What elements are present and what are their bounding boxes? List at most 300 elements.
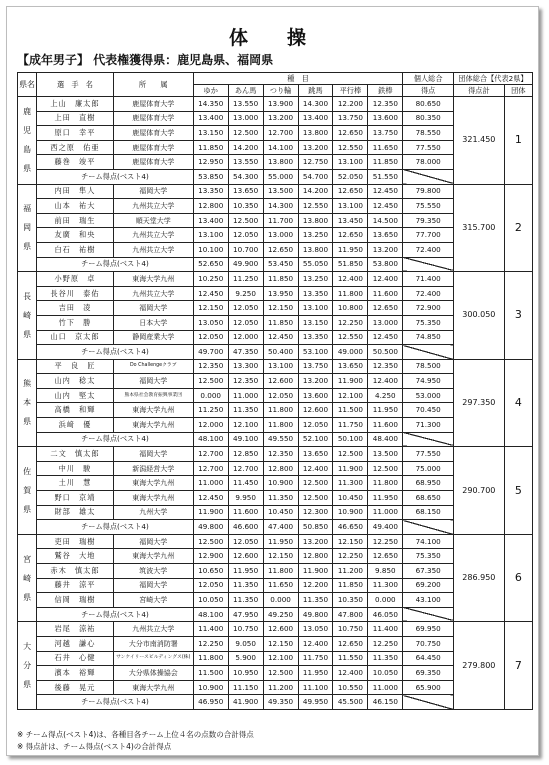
individual-total: 68.950 [403,476,454,491]
header-affiliation: 所 属 [113,73,193,97]
event-score: 0.000 [263,593,298,608]
event-score: 13.500 [368,447,403,462]
event-score: 12.900 [193,549,228,564]
player-affiliation: 九州大学 [113,505,193,520]
event-score: 12.650 [263,242,298,257]
event-score: 10.800 [333,301,368,316]
event-score: 5.900 [228,651,263,666]
event-score: 12.500 [228,213,263,228]
event-score: 12.050 [228,301,263,316]
event-score: 11.950 [368,491,403,506]
event-score: 10.550 [333,680,368,695]
event-score: 12.550 [333,140,368,155]
individual-total: 77.550 [403,140,454,155]
player-name: 内田 隼人 [37,184,114,199]
team-grand-total: 297.350 [454,359,505,447]
player-name: 上山 廉太郎 [37,97,114,112]
player-affiliation: 静岡産業大学 [113,330,193,345]
individual-total: 68.150 [403,505,454,520]
event-score: 11.000 [368,505,403,520]
prefecture-char: 児 [23,126,32,136]
individual-total: 77.550 [403,447,454,462]
individual-total: 67.350 [403,564,454,579]
player-affiliation: 九州共立大学 [113,228,193,243]
event-score: 10.700 [228,242,263,257]
header-event: 跳馬 [298,85,333,97]
player-name: 小野原 卓 [37,272,114,287]
event-score: 11.000 [228,388,263,403]
event-score: 14.500 [368,213,403,228]
prefecture-char: 県 [23,242,32,252]
player-affiliation: 東海大学九州 [113,491,193,506]
prefecture-cell [18,447,37,535]
team-grand-total: 321.450 [454,97,505,185]
event-score: 14.100 [263,140,298,155]
team-event-score: 49.950 [298,695,333,710]
individual-total: 78.550 [403,126,454,141]
individual-total: 64.450 [403,651,454,666]
header-team-rank: 団体 [504,85,532,97]
event-score: 12.450 [193,491,228,506]
team-event-score: 55.000 [263,169,298,184]
table-row [18,359,533,374]
team-event-score: 47.400 [263,520,298,535]
event-score: 12.700 [263,126,298,141]
event-score: 11.800 [263,418,298,433]
prefecture-char: 県 [23,505,32,515]
team-event-score: 41.900 [228,695,263,710]
prefecture-char: 鹿 [23,107,32,117]
event-score: 13.650 [333,359,368,374]
individual-total: 71.400 [403,272,454,287]
event-score: 11.450 [228,476,263,491]
individual-total: 72.900 [403,301,454,316]
event-score: 11.900 [333,461,368,476]
event-score: 12.050 [228,534,263,549]
team-grand-total: 286.950 [454,534,505,622]
event-score: 13.150 [298,315,333,330]
player-name: 中川 駿 [37,461,114,476]
player-affiliation: 宮崎大学 [113,593,193,608]
player-affiliation: 東海大学九州 [113,272,193,287]
event-score: 12.250 [368,636,403,651]
event-score: 10.750 [333,622,368,637]
header-individual: 個人総合 [403,73,454,85]
event-score: 13.200 [298,140,333,155]
prefecture-char: 長 [23,291,32,301]
team-event-score: 46.650 [333,520,368,535]
event-score: 12.500 [228,126,263,141]
team-event-score: 49.250 [263,607,298,622]
team-event-score: 46.950 [193,695,228,710]
event-score: 12.650 [333,636,368,651]
player-affiliation: 福岡大学 [113,374,193,389]
header-event: あん馬 [228,85,263,97]
team-event-score: 50.850 [298,520,333,535]
team-event-score: 49.800 [298,607,333,622]
individual-total: 80.650 [403,97,454,112]
event-score: 12.800 [298,549,333,564]
event-score: 13.950 [263,286,298,301]
event-score: 14.350 [193,97,228,112]
event-score: 11.850 [333,578,368,593]
event-score: 14.200 [298,184,333,199]
player-name: 濱本 裕輝 [37,666,114,681]
event-score: 11.350 [263,491,298,506]
event-score: 9.950 [228,491,263,506]
team-event-score: 47.800 [333,607,368,622]
player-name: 土川 慧 [37,476,114,491]
event-score: 13.350 [193,184,228,199]
event-score: 11.950 [263,534,298,549]
player-affiliation: 日本大学 [113,315,193,330]
event-score: 10.900 [193,680,228,695]
player-affiliation: 鹿屋体育大学 [113,97,193,112]
event-score: 13.200 [298,534,333,549]
team-event-score: 46.150 [368,695,403,710]
event-score: 10.100 [193,242,228,257]
prefecture-char: 賀 [23,486,32,496]
event-score: 11.650 [368,140,403,155]
team-rank: 5 [504,447,532,535]
team-event-score: 49.800 [193,520,228,535]
team-rank: 7 [504,622,532,710]
event-score: 11.600 [228,505,263,520]
footnote: ※ 得点計は、チーム得点(ベスト4)の合計得点 [17,742,172,751]
event-score: 13.200 [368,242,403,257]
event-score: 11.600 [368,286,403,301]
event-score: 13.500 [263,184,298,199]
individual-total: 79.800 [403,184,454,199]
event-score: 13.650 [298,447,333,462]
event-score: 11.800 [333,286,368,301]
event-score: 11.150 [228,680,263,695]
event-score: 13.800 [298,242,333,257]
team-event-score: 47.350 [228,345,263,360]
event-score: 11.250 [193,403,228,418]
event-score: 12.150 [193,301,228,316]
event-score: 11.900 [298,564,333,579]
header-event: ゆか [193,85,228,97]
event-score: 11.900 [333,374,368,389]
team-score-label: チーム得点(ベスト4) [37,432,194,447]
event-score: 11.850 [263,272,298,287]
event-score: 12.000 [193,418,228,433]
event-score: 10.900 [333,505,368,520]
header-individual-score: 得点 [403,85,454,97]
event-score: 13.350 [298,330,333,345]
player-affiliation: 九州共立大学 [113,242,193,257]
event-score: 12.100 [228,418,263,433]
event-score: 11.950 [228,564,263,579]
individual-total: 53.000 [403,388,454,403]
player-name: 友廣 和央 [37,228,114,243]
player-affiliation: 東海大学九州 [113,549,193,564]
team-event-score: 49.000 [333,345,368,360]
individual-total: 70.750 [403,636,454,651]
event-score: 12.550 [298,199,333,214]
event-score: 12.250 [333,549,368,564]
player-affiliation: 新潟経営大学 [113,461,193,476]
individual-total: 69.350 [403,666,454,681]
event-score: 10.650 [193,564,228,579]
event-score: 13.900 [263,97,298,112]
prefecture-cell [18,534,37,622]
prefecture-cell [18,622,37,710]
player-name: 上田 直樹 [37,111,114,126]
team-event-score: 46.050 [368,607,403,622]
event-score: 11.950 [368,403,403,418]
event-score: 12.400 [298,636,333,651]
player-name: 財部 雄太 [37,505,114,520]
event-score: 11.350 [228,593,263,608]
player-affiliation: Do Challengeクラブ [113,359,193,374]
individual-total: 72.400 [403,242,454,257]
individual-total: 75.350 [403,315,454,330]
team-score-label: チーム得点(ベスト4) [37,607,194,622]
prefecture-char: 佐 [23,467,32,477]
event-score: 11.850 [368,155,403,170]
prefecture-cell [18,359,37,447]
diagonal-cell [403,257,454,272]
event-score: 12.350 [368,97,403,112]
individual-total: 69.950 [403,622,454,637]
page-subtitle: 【成年男子】 代表権獲得県：鹿児島県、福岡県 [17,53,274,67]
individual-total: 77.700 [403,228,454,243]
table-row [18,272,533,287]
event-score: 12.150 [333,534,368,549]
player-name: 後藤 晃元 [37,680,114,695]
page-title: 体 操 [228,27,316,49]
event-score: 12.500 [193,534,228,549]
event-score: 13.750 [368,126,403,141]
event-score: 12.750 [298,155,333,170]
event-score: 11.000 [368,680,403,695]
event-score: 13.250 [298,272,333,287]
event-score: 12.050 [193,578,228,593]
team-event-score: 51.850 [333,257,368,272]
prefecture-cell [18,272,37,360]
player-name: 長谷川 泰佑 [37,286,114,301]
team-score-label: チーム得点(ベスト4) [37,169,194,184]
event-score: 11.700 [263,213,298,228]
event-score: 11.850 [263,315,298,330]
player-affiliation: 九州共立大学 [113,199,193,214]
event-score: 10.050 [193,593,228,608]
event-score: 12.450 [368,184,403,199]
team-rank: 4 [504,359,532,447]
team-score-label: チーム得点(ベスト4) [37,257,194,272]
event-score: 10.350 [228,199,263,214]
event-score: 13.750 [298,359,333,374]
results-body [18,97,533,710]
player-name: 原口 幸平 [37,126,114,141]
event-score: 12.250 [193,636,228,651]
player-affiliation: 東海大学九州 [113,680,193,695]
event-score: 10.750 [228,622,263,637]
player-affiliation: 東海大学九州 [113,418,193,433]
event-score: 12.350 [193,359,228,374]
event-score: 11.800 [263,564,298,579]
event-score: 12.150 [263,549,298,564]
event-score: 13.100 [193,228,228,243]
individual-total: 75.000 [403,461,454,476]
team-event-score: 47.950 [228,607,263,622]
event-score: 10.450 [333,491,368,506]
event-score: 11.100 [298,680,333,695]
event-score: 12.950 [193,155,228,170]
event-score: 12.150 [263,636,298,651]
event-score: 11.500 [333,403,368,418]
player-affiliation: 大分市南消防署 [113,636,193,651]
player-name: 吏田 瑞樹 [37,534,114,549]
event-score: 12.650 [368,301,403,316]
event-score: 12.100 [263,651,298,666]
event-score: 12.050 [228,228,263,243]
header-team-total: 得点計 [454,85,505,97]
event-score: 12.850 [228,447,263,462]
individual-total: 69.200 [403,578,454,593]
results-table [17,72,533,710]
event-score: 13.100 [263,359,298,374]
event-score: 13.200 [298,374,333,389]
player-name: 白石 祐樹 [37,242,114,257]
event-score: 12.000 [228,330,263,345]
player-affiliation: 大分県体操協会 [113,666,193,681]
event-score: 13.550 [228,155,263,170]
event-score: 11.400 [368,622,403,637]
event-score: 13.450 [333,213,368,228]
event-score: 11.350 [228,578,263,593]
event-score: 12.050 [193,330,228,345]
individual-total: 74.950 [403,374,454,389]
event-score: 13.000 [263,228,298,243]
event-score: 12.350 [368,359,403,374]
event-score: 11.000 [193,476,228,491]
event-score: 13.400 [193,111,228,126]
event-score: 12.400 [368,272,403,287]
prefecture-char: 岡 [23,223,32,233]
player-name: 野口 京靖 [37,491,114,506]
individual-total: 65.900 [403,680,454,695]
event-score: 11.500 [193,666,228,681]
individual-total: 71.300 [403,418,454,433]
player-affiliation: 九州共立大学 [113,286,193,301]
event-score: 10.950 [228,666,263,681]
event-score: 12.550 [333,330,368,345]
player-name: 竹下 勝 [37,315,114,330]
table-row [18,534,533,549]
team-event-score: 49.350 [263,695,298,710]
event-score: 11.250 [228,272,263,287]
team-event-score: 46.600 [228,520,263,535]
event-score: 11.800 [368,476,403,491]
team-rank: 3 [504,272,532,360]
event-score: 13.400 [298,111,333,126]
event-score: 12.350 [263,447,298,462]
team-event-score: 54.300 [228,169,263,184]
event-score: 10.900 [263,476,298,491]
prefecture-char: 分 [23,661,32,671]
individual-total: 78.000 [403,155,454,170]
player-name: 岩尾 涼祐 [37,622,114,637]
event-score: 0.000 [368,593,403,608]
event-score: 11.600 [368,418,403,433]
individual-total: 74.850 [403,330,454,345]
event-score: 12.400 [368,374,403,389]
event-score: 13.000 [228,111,263,126]
team-grand-total: 290.700 [454,447,505,535]
event-score: 12.650 [333,184,368,199]
event-score: 11.800 [263,403,298,418]
event-score: 12.450 [368,330,403,345]
player-name: 山内 堅太 [37,388,114,403]
team-event-score: 49.900 [228,257,263,272]
player-name: 二文 慎太郎 [37,447,114,462]
footnote: ※ チーム得点(ベスト4)は、各種目各チーム上位４名の点数の合計得点 [17,730,254,739]
event-score: 14.200 [228,140,263,155]
event-score: 12.050 [263,388,298,403]
event-score: 13.800 [263,155,298,170]
header-pref: 県名 [18,73,37,97]
event-score: 13.300 [228,359,263,374]
event-score: 11.650 [263,578,298,593]
event-score: 11.750 [298,651,333,666]
player-name: 赤木 慎太郎 [37,564,114,579]
diagonal-cell [403,607,454,622]
event-score: 13.100 [333,199,368,214]
player-name: 吉田 凌 [37,301,114,316]
event-score: 11.400 [193,622,228,637]
player-affiliation: サンケイリースビルディングス(株) [113,651,193,666]
team-event-score: 49.550 [263,432,298,447]
table-row [18,622,533,637]
event-score: 13.350 [298,286,333,301]
player-affiliation: 鹿屋体育大学 [113,126,193,141]
event-score: 12.300 [298,505,333,520]
event-score: 13.200 [263,111,298,126]
player-affiliation: 福岡大学 [113,184,193,199]
event-score: 12.450 [193,286,228,301]
individual-total: 75.550 [403,199,454,214]
event-score: 12.400 [333,666,368,681]
event-score: 12.450 [368,199,403,214]
header-team-group: 団体総合【代表2県】 [454,73,533,85]
team-event-score: 50.100 [333,432,368,447]
player-name: 河越 謙心 [37,636,114,651]
team-grand-total: 300.050 [454,272,505,360]
event-score: 10.450 [263,505,298,520]
event-score: 12.400 [298,461,333,476]
event-score: 11.300 [333,476,368,491]
event-score: 13.550 [228,97,263,112]
event-score: 9.050 [228,636,263,651]
team-event-score: 55.050 [298,257,333,272]
individual-total: 79.350 [403,213,454,228]
player-affiliation: 福岡大学 [113,301,193,316]
team-event-score: 53.100 [298,345,333,360]
event-score: 12.500 [298,476,333,491]
event-score: 12.600 [228,549,263,564]
team-event-score: 53.850 [193,169,228,184]
event-score: 12.600 [298,403,333,418]
event-score: 14.300 [298,97,333,112]
individual-total: 78.500 [403,359,454,374]
event-score: 13.000 [368,315,403,330]
prefecture-char: 県 [23,417,32,427]
header-player: 選 手 名 [37,73,114,97]
team-event-score: 53.450 [263,257,298,272]
